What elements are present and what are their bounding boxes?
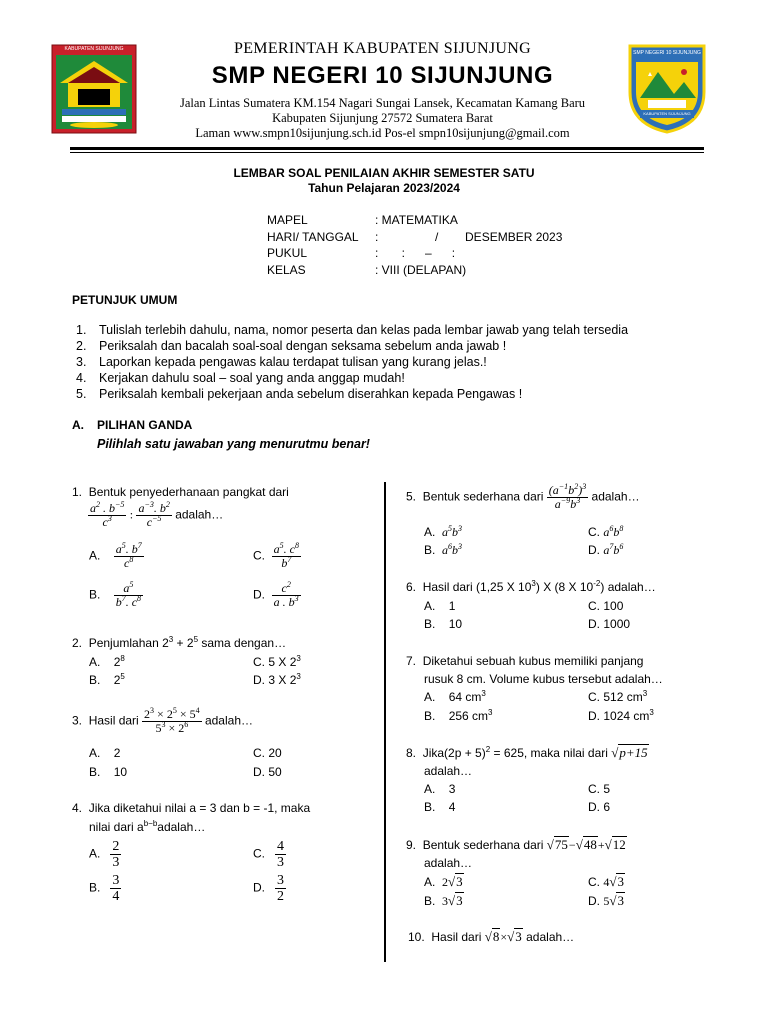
question-tail: adalah… [157,820,206,834]
option-letter: A. [424,690,436,704]
option-letter: A. [89,846,101,861]
option-letter: D. [253,765,265,779]
q6-option-c[interactable] [588,599,623,614]
exponent: 2 [485,745,491,754]
question-number: 9. [406,838,417,852]
fraction-denominator: 2 [277,889,285,904]
instruction-text: Periksalah dan bacalah soal-soal dengan seksama sebelum anda jawab ! [99,339,507,353]
exam-title-line-1: LEMBAR SOAL PENILAIAN AKHIR SEMESTER SATU [233,166,535,180]
school-name: SMP NEGERI 10 SIJUNJUNG [211,62,554,89]
question-1-expression: $\frac{a^2 . b^{-5}}{c^3}$ : $\frac{a^{-3}. b^2}{c^{-5}}$ adalah… [90,500,224,529]
question-4-line-2 [89,820,205,835]
option-letter: C. [253,746,265,760]
option-letter: C. [588,525,600,539]
option-coefficient: 5 [603,894,610,908]
question-text: Bentuk penyederhanaan pangkat dari [88,485,289,499]
fraction-denominator: 3 [277,855,285,870]
logo-sekolah [626,42,708,134]
question-text: Hasil dari [431,930,482,944]
option-value: 6 [603,800,611,814]
q7-option-b[interactable] [424,709,493,724]
option-value: 3 X 2 [268,673,297,687]
question-2 [72,636,286,651]
meta-key: PUKUL [267,246,308,260]
instructions-heading: PETUNJUK UMUM [72,293,178,307]
option-letter: B. [89,880,101,895]
exponent: 3 [296,672,301,681]
instruction-text: Laporkan kepada pengawas kalau terdapat tulisan yang kurang jelas.! [99,355,487,369]
instruction-text: Kerjakan dahulu soal – soal yang anda anggap mudah! [99,371,405,385]
option-letter: B. [89,673,101,687]
q8-option-d[interactable] [588,800,610,815]
question-number: 5. [406,489,417,504]
q2-option-c[interactable] [253,655,301,670]
option-letter: D. [588,894,600,908]
question-number: 8. [406,746,417,760]
instruction-text: Periksalah kembali pekerjaan anda sebelum diserahkan kepada Pengawas ! [99,387,523,401]
q1-option-d[interactable]: D. $\frac{c^2}{a . b^3}$ [253,580,299,609]
question-tail: adalah… [204,713,253,728]
option-letter: D. [588,617,600,631]
option-value: 2 [113,673,121,687]
q2-option-d[interactable] [253,673,301,688]
q6-option-a[interactable] [424,599,455,614]
question-3: 3. Hasil dari $\frac{2^3 \times 2^5 \times 5^4}{5^3 \times 2^6}$ adalah… [72,706,253,735]
radicand: 3 [617,874,624,889]
option-letter: B. [89,765,101,779]
question-number: 4. [72,801,83,815]
question-tail: adalah… [424,856,473,870]
question-text: Penjumlahan 2 [88,636,169,650]
q9-option-b[interactable]: B. 3√3 [424,893,463,908]
logo-kabupaten [50,43,138,135]
option-letter: A. [89,548,101,563]
question-9-line-2 [424,856,472,871]
radicand: 12 [612,837,626,852]
option-value: 3 [448,782,456,796]
question-tail: adalah… [175,507,224,522]
option-value: 256 cm [448,709,489,723]
option-value: 1 [448,599,456,613]
option-letter: B. [424,894,436,908]
fraction-denominator: 3 [112,855,120,870]
option-letter: A. [424,599,436,613]
question-tail: adalah… [591,489,640,504]
question-text: nilai dari a [89,820,144,834]
meta-row [267,229,562,246]
option-letter: C. [588,690,600,704]
q4-option-d[interactable] [253,873,286,904]
instruction-item: 1. Tulislah terlebih dahulu, nama, nomor peserta dan kelas pada lembar jawab yang telah tersedia [76,323,629,337]
radicand: 8 [492,929,500,944]
radicand: 48 [583,837,597,852]
question-text: Bentuk sederhana dari [422,489,544,504]
option-value: 5 X 2 [268,655,297,669]
question-1 [72,485,289,500]
option-letter: A. [424,875,436,889]
radicand: 3 [456,874,463,889]
exponent: b−b [143,819,158,828]
q1-option-a[interactable]: A. $\frac{a^5. b^7}{c^8}$ [89,541,142,570]
exponent: 5 [120,672,125,681]
q1-option-c[interactable]: C. $\frac{a^5. c^8}{b^7}$ [253,541,299,570]
option-letter: D. [253,673,265,687]
q9-option-a[interactable]: A. 2√3 [424,874,463,889]
option-letter: B. [424,800,436,814]
option-letter: C. [253,655,265,669]
meta-value: : MATEMATIKA [375,213,458,227]
question-text-mid: = 625, maka nilai dari [493,746,608,760]
radicand: 3 [515,929,522,944]
exam-meta-table [267,212,562,278]
option-letter: D. [253,880,265,895]
meta-key: KELAS [267,262,306,277]
question-number: 7. [406,654,417,668]
option-letter: B. [424,709,436,723]
option-letter: C. [588,875,600,889]
q3-option-a[interactable] [89,746,120,761]
meta-row [267,245,562,262]
gov-name: PEMERINTAH KABUPATEN SIJUNJUNG [234,40,531,57]
instructions-list [72,322,628,402]
option-letter: D. [588,543,600,557]
radicand: p+15 [619,745,648,760]
question-text: Hasil dari (1,25 X 10 [422,580,532,594]
sqrt-expression: √p+15 [611,745,648,760]
meta-key: HARI/ TANGGAL [267,229,359,244]
option-value: 2 [113,746,121,760]
radicand: 3 [456,893,463,908]
option-letter: C. [253,548,265,563]
option-letter: C. [588,782,600,796]
meta-value: : : – : [375,246,456,260]
question-6 [406,580,656,595]
option-letter: C. [253,846,265,861]
question-9: 9. Bentuk sederhana dari √75−√48+√12 [406,837,626,852]
section-subtitle: Pilihlah satu jawaban yang menurutmu benar! [97,437,370,451]
option-letter: B. [424,617,436,631]
exponent: 3 [531,579,536,588]
q6-option-b[interactable] [424,617,462,632]
meta-value: : VIII (DELAPAN) [375,262,467,277]
q7-option-c[interactable] [588,690,647,705]
exponent: 3 [488,708,493,717]
letterhead-rule-thin [70,152,704,153]
fraction-numerator: 4 [277,839,285,854]
instruction-item: 2. Periksalah dan bacalah soal-soal dengan seksama sebelum anda jawab ! [76,339,507,353]
question-number: 3. [72,713,83,728]
option-letter: D. [588,800,600,814]
q1-option-b[interactable]: B. $\frac{a^5}{b^7. c^8}$ [89,580,142,609]
exam-title [100,166,668,196]
q4-option-a[interactable] [89,839,121,870]
option-coefficient: 4 [603,875,610,889]
option-value: 512 cm [603,690,643,704]
option-letter: A. [89,746,101,760]
question-text: Diketahui sebuah kubus memiliki panjang [422,654,644,668]
option-value: 1024 cm [603,709,650,723]
option-value: 10 [113,765,128,779]
option-value: 5 [603,782,611,796]
radicand: 75 [554,837,568,852]
fraction-denominator: 4 [112,889,120,904]
exponent: 3 [642,689,648,698]
question-number: 10. [408,930,425,944]
meta-key: MAPEL [267,213,308,227]
q8-option-b[interactable] [424,800,455,815]
question-text-mid: ) X (8 X 10 [535,580,594,594]
question-text-mid: + 2 [173,636,194,650]
instruction-item: 3. Laporkan kepada pengawas kalau terdapat tulisan yang kurang jelas.! [76,355,487,369]
instruction-text: Tulislah terlebih dahulu, nama, nomor peserta dan kelas pada lembar jawab yang telah tersedia [99,323,629,337]
option-value: 64 cm [448,690,482,704]
question-8 [406,745,649,761]
option-coefficient: 3 [442,894,449,908]
question-tail: ) adalah… [600,580,656,594]
exponent: 3 [168,635,174,644]
meta-value: : / DESEMBER 2023 [375,229,563,244]
q5-option-a[interactable]: A. $a^5b^3$ [424,524,463,539]
fraction-numerator: 3 [277,873,285,888]
q9-option-c[interactable]: C. 4√3 [588,874,624,889]
option-value: 50 [268,765,282,779]
option-value: 20 [268,746,282,760]
section-label: A. [72,418,84,432]
q2-option-a[interactable] [89,655,125,670]
question-5: 5. Bentuk sederhana dari $\frac{(a^{-1}b^2)^3}{a^{-9}b^3}$ adalah… [406,482,640,511]
radicand: 3 [617,893,624,908]
school-address [140,96,625,141]
logo-left-text: KABUPATEN SIJUNJUNG [64,46,124,52]
option-letter: A. [424,525,436,539]
option-letter: D. [253,587,265,602]
option-letter: B. [89,587,101,602]
column-divider [384,482,386,962]
q4-option-b[interactable] [89,873,121,904]
question-7 [406,654,643,669]
option-value: 10 [448,617,463,631]
question-7-line-2 [424,672,663,687]
exponent: 8 [120,654,125,663]
q2-option-b[interactable] [89,673,125,688]
exponent: 3 [296,654,301,663]
question-10: 10. Hasil dari √8×√3 adalah… [408,929,575,944]
question-text: Hasil dari [88,713,139,728]
q9-option-d[interactable]: D. 5√3 [588,893,624,908]
q3-option-b[interactable] [89,765,127,780]
question-8-line-2 [424,764,472,779]
option-value: 1000 [603,617,631,631]
meta-row [267,262,562,279]
question-text: Jika diketahui nilai a = 3 dan b = -1, maka [88,801,311,815]
q8-option-a[interactable] [424,782,455,797]
exponent: 3 [649,708,654,717]
q3-option-d[interactable] [253,765,282,780]
q7-option-d[interactable] [588,709,654,724]
q5-option-b[interactable]: B. $a^6b^3$ [424,542,463,557]
q5-option-d[interactable]: D. $a^7b^6$ [588,542,624,557]
fraction-numerator: 3 [112,873,120,888]
q6-option-d[interactable] [588,617,630,632]
exponent: -2 [593,579,601,588]
question-4 [72,801,310,816]
question-text: rusuk 8 cm. Volume kubus tersebut adalah… [424,672,663,686]
q8-option-c[interactable] [588,782,610,797]
address-line-2: Kabupaten Sijunjung 27572 Sumatera Barat [272,111,493,125]
section-title: PILIHAN GANDA [97,418,193,432]
option-value: 100 [603,599,624,613]
instruction-item: 4. Kerjakan dahulu soal – soal yang anda anggap mudah! [76,371,405,385]
question-number: 2. [72,636,83,650]
question-tail: adalah… [424,764,473,778]
letterhead-rule-thick [70,147,704,150]
instruction-item: 5. Periksalah kembali pekerjaan anda sebelum diserahkan kepada Pengawas ! [76,387,523,401]
exponent: 3 [481,689,486,698]
question-text: Jika(2p + 5) [422,746,486,760]
exponent: 5 [193,635,199,644]
option-letter: D. [588,709,600,723]
q3-option-c[interactable] [253,746,282,761]
option-coefficient: 2 [442,875,449,889]
address-line-1: Jalan Lintas Sumatera KM.154 Nagari Sungai Lansek, Kecamatan Kamang Baru [179,96,586,110]
logo-right-top-text: SMP NEGERI 10 SIJUNJUNG [633,50,701,56]
q4-option-c[interactable] [253,839,286,870]
option-letter: A. [89,655,101,669]
question-number: 1. [72,485,83,499]
option-value: 4 [448,800,456,814]
exam-title-line-2: Tahun Pelajaran 2023/2024 [308,181,460,195]
meta-row [267,212,562,229]
question-text: Bentuk sederhana dari [422,838,544,852]
option-letter: B. [424,543,436,557]
option-letter: A. [424,782,436,796]
question-number: 6. [406,580,417,594]
q5-option-c[interactable]: C. $a^6b^8$ [588,524,624,539]
question-tail: adalah… [526,930,575,944]
fraction-numerator: 2 [112,839,120,854]
logo-right-bottom-text: KABUPATEN SIJUNJUNG [643,111,691,116]
option-value: 2 [113,655,121,669]
address-line-3: Laman www.smpn10sijunjung.sch.id Pos-el smpn10sijunjung@gmail.com [195,126,570,140]
question-tail: sama dengan… [198,636,287,650]
option-letter: C. [588,599,600,613]
q7-option-a[interactable] [424,690,486,705]
